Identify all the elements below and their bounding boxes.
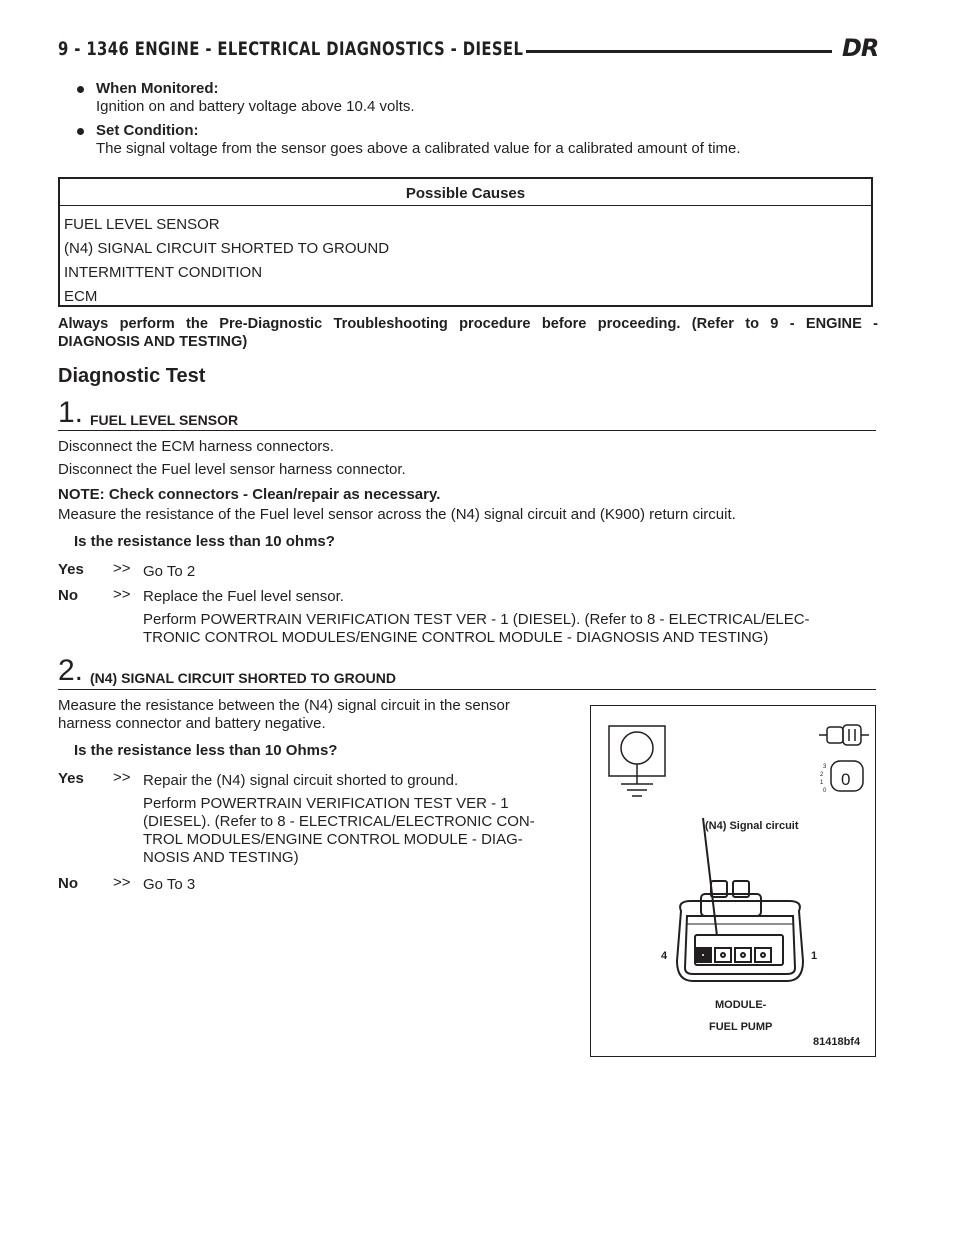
ground-symbol-icon bbox=[609, 726, 665, 796]
step-1-yes-arrow: >> bbox=[113, 560, 131, 577]
step-2-yes-text: (DIESEL). (Refer to 8 - ELECTRICAL/ELECTRONIC CON- bbox=[143, 813, 535, 830]
ohmmeter-dial-icon bbox=[820, 761, 863, 794]
step-1-no-text: TRONIC CONTROL MODULES/ENGINE CONTROL MODULE - DIAGNOSIS AND TESTING) bbox=[143, 629, 769, 646]
step-1-no-label: No bbox=[58, 587, 78, 604]
step-2-number: 2. bbox=[58, 654, 84, 687]
when-monitored-label: When Monitored: bbox=[96, 80, 219, 97]
cause-item: ECM bbox=[64, 288, 98, 305]
table-divider bbox=[60, 205, 871, 206]
dial-mark: 0 bbox=[823, 788, 827, 794]
step-1-no-text: Replace the Fuel level sensor. bbox=[143, 588, 344, 605]
module-label-2: FUEL PUMP bbox=[709, 1021, 773, 1033]
step-2-question: Is the resistance less than 10 Ohms? bbox=[74, 742, 338, 759]
meter-value: 0 bbox=[841, 770, 851, 789]
notice-line-2: DIAGNOSIS AND TESTING) bbox=[58, 334, 248, 350]
connector-diagram bbox=[590, 705, 876, 1057]
step-1-line: Disconnect the Fuel level sensor harness connector. bbox=[58, 461, 406, 478]
step-2-yes-text: Perform POWERTRAIN VERIFICATION TEST VER - 1 bbox=[143, 795, 509, 812]
step-1-no-arrow: >> bbox=[113, 586, 131, 603]
connector-icon bbox=[677, 881, 803, 981]
possible-causes-heading: Possible Causes bbox=[405, 185, 526, 202]
step-1-yes-label: Yes bbox=[58, 561, 84, 578]
module-label-1: MODULE- bbox=[715, 999, 767, 1011]
step-1-yes-text: Go To 2 bbox=[143, 563, 196, 580]
leader-line bbox=[703, 818, 717, 936]
step-1-title: FUEL LEVEL SENSOR bbox=[90, 412, 239, 428]
pin-1-label: 1 bbox=[811, 950, 818, 962]
step-1-note: NOTE: Check connectors - Clean/repair as necessary. bbox=[58, 486, 441, 503]
step-1-number: 1. bbox=[58, 396, 84, 429]
step-1-measure: Measure the resistance of the Fuel level sensor across the (N4) signal circuit and (K900) return circuit. bbox=[58, 506, 736, 523]
step-2-yes-text: TROL MODULES/ENGINE CONTROL MODULE - DIAG- bbox=[143, 831, 523, 848]
step-2-yes-text: Repair the (N4) signal circuit shorted to ground. bbox=[143, 772, 459, 789]
meter-probe-icon bbox=[819, 725, 869, 745]
step-2-rule bbox=[58, 689, 876, 690]
step-2-line: harness connector and battery negative. bbox=[58, 715, 326, 732]
step-2-no-text: Go To 3 bbox=[143, 876, 196, 893]
step-1-no-text: Perform POWERTRAIN VERIFICATION TEST VER - 1 (DIESEL). (Refer to 8 - ELECTRICAL/ELEC- bbox=[143, 611, 810, 628]
step-1-question: Is the resistance less than 10 ohms? bbox=[74, 533, 335, 550]
figure-id: 81418bf4 bbox=[813, 1036, 861, 1048]
step-1-line: Disconnect the ECM harness connectors. bbox=[58, 438, 334, 455]
bullet-icon bbox=[77, 86, 84, 93]
step-2-no-arrow: >> bbox=[113, 874, 131, 891]
model-code: DR bbox=[842, 34, 879, 62]
when-monitored-text: Ignition on and battery voltage above 10.4 volts. bbox=[96, 98, 415, 115]
notice-line-1: Always perform the Pre-Diagnostic Troubleshooting procedure before proceeding. (Refer to 9 - ENGINE - bbox=[58, 316, 878, 332]
cause-item: FUEL LEVEL SENSOR bbox=[64, 216, 220, 233]
cause-item: (N4) SIGNAL CIRCUIT SHORTED TO GROUND bbox=[64, 240, 390, 257]
set-condition-label: Set Condition: bbox=[96, 122, 199, 139]
step-2-line: Measure the resistance between the (N4) signal circuit in the sensor bbox=[58, 697, 510, 714]
pin-4-label: 4 bbox=[661, 950, 668, 962]
step-2-yes-label: Yes bbox=[58, 770, 84, 787]
diagnostic-test-title: Diagnostic Test bbox=[58, 365, 206, 387]
signal-circuit-label: (N4) Signal circuit bbox=[705, 820, 799, 832]
dial-mark: 1 bbox=[820, 780, 824, 786]
step-2-no-label: No bbox=[58, 875, 78, 892]
step-2-yes-arrow: >> bbox=[113, 769, 131, 786]
dial-mark: 3 bbox=[823, 764, 827, 770]
possible-causes-table bbox=[58, 177, 873, 307]
bullet-icon bbox=[77, 128, 84, 135]
step-2-title: (N4) SIGNAL CIRCUIT SHORTED TO GROUND bbox=[90, 670, 396, 686]
set-condition-text: The signal voltage from the sensor goes above a calibrated value for a calibrated amount of time. bbox=[96, 140, 741, 157]
cause-item: INTERMITTENT CONDITION bbox=[64, 264, 263, 281]
page-header-title: 9 - 1346 ENGINE - ELECTRICAL DIAGNOSTICS - DIESEL bbox=[58, 38, 524, 60]
dial-mark: 2 bbox=[820, 772, 824, 778]
header-rule bbox=[526, 50, 832, 53]
step-2-yes-text: NOSIS AND TESTING) bbox=[143, 849, 299, 866]
step-1-rule bbox=[58, 430, 876, 431]
